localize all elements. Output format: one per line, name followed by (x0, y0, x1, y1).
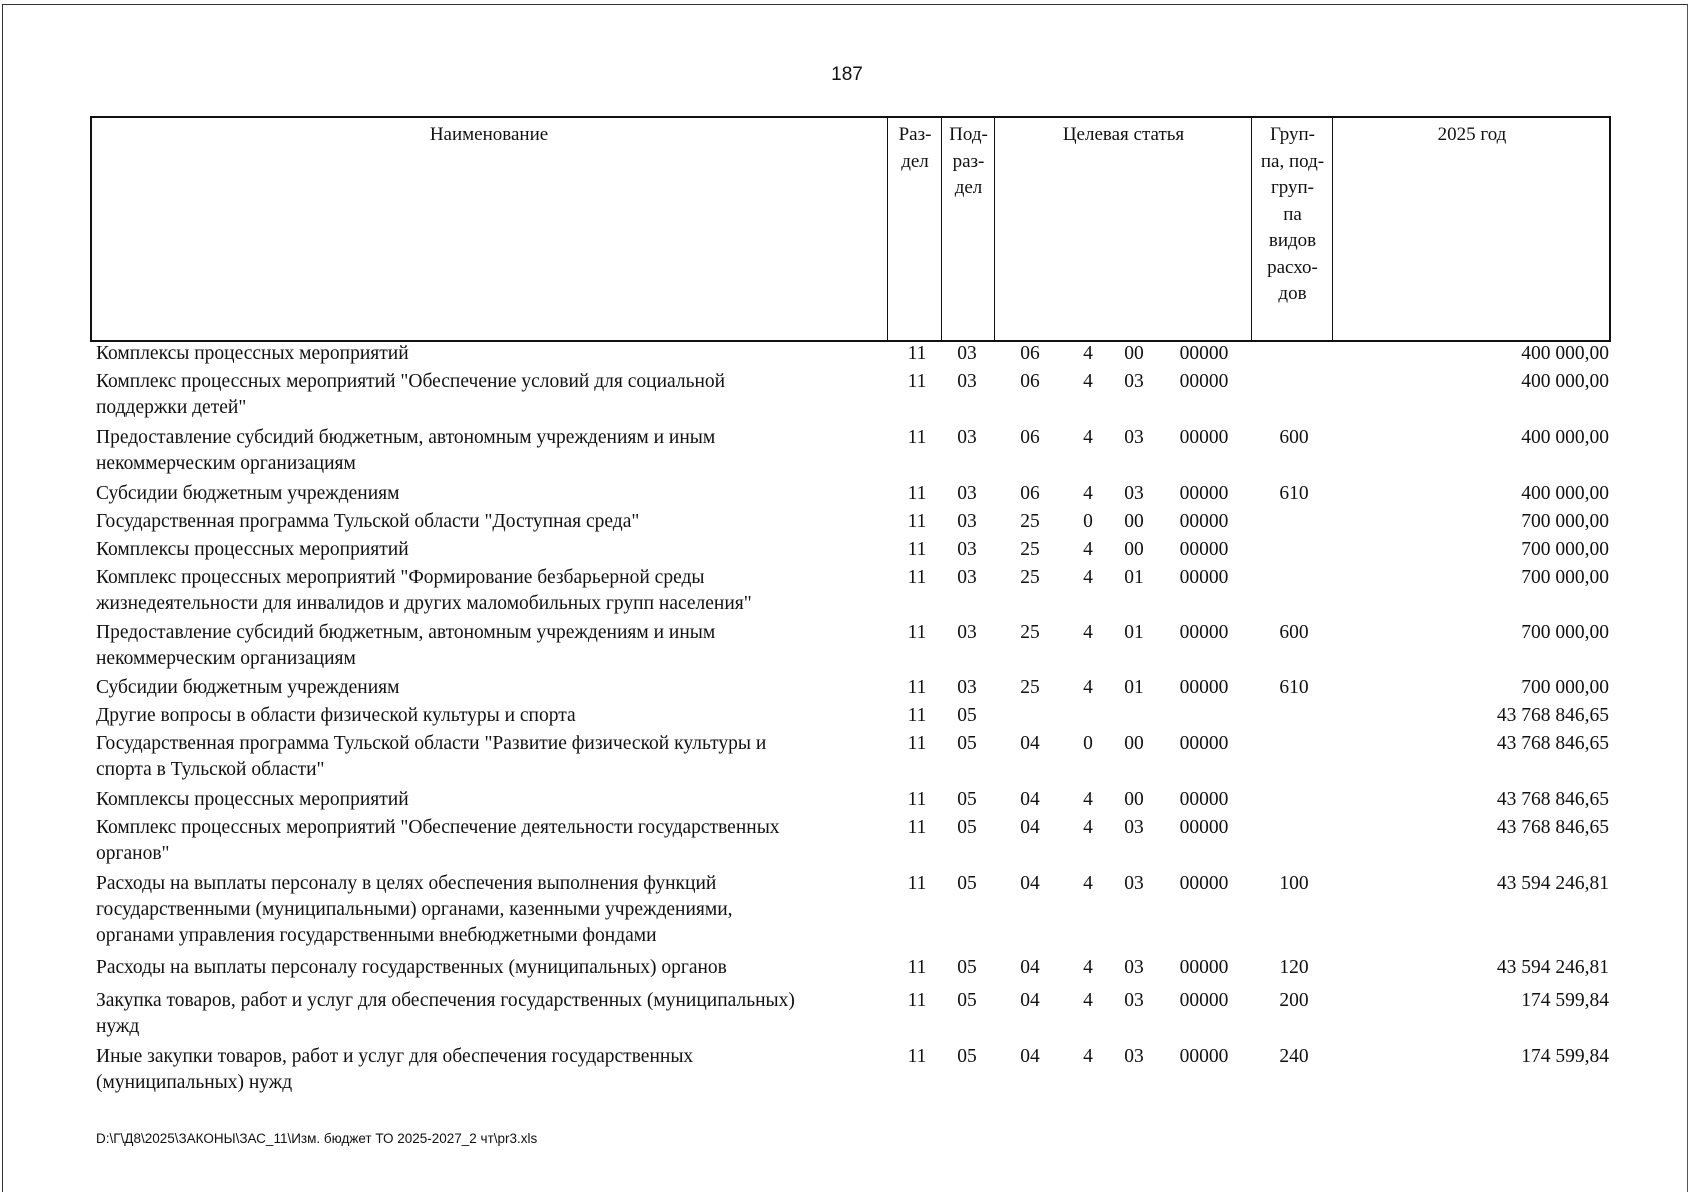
group-cell: 610 (1279, 483, 1309, 504)
target-complex-cell: 03 (1124, 483, 1144, 504)
header-line: Груп- (1269, 124, 1316, 145)
podrazdel-cell: 03 (957, 539, 977, 560)
header-divider (1332, 116, 1333, 342)
razdel-cell: 11 (907, 789, 927, 810)
amount-cell: 43 768 846,65 (1496, 733, 1609, 754)
target-complex-cell: 03 (1124, 817, 1144, 838)
target-code-cell: 00000 (1179, 817, 1229, 838)
target-type-cell: 4 (1083, 483, 1093, 504)
target-code-cell: 00000 (1179, 622, 1229, 643)
target-program-cell: 04 (1020, 957, 1040, 978)
table-header (90, 116, 1611, 342)
header-line: Раз- (898, 124, 932, 145)
name-line: Государственная программа Тульской области "Развитие физической культуры и (96, 733, 767, 754)
podrazdel-cell: 03 (957, 427, 977, 448)
header-line: расхо- (1267, 256, 1318, 278)
podrazdel-cell: 05 (957, 705, 977, 726)
name-cell (96, 369, 876, 421)
group-cell: 600 (1279, 427, 1309, 448)
name-line: Предоставление субсидий бюджетным, автономным учреждениям и иным (96, 622, 716, 643)
name-line: Комплексы процессных мероприятий (96, 539, 409, 560)
target-program-cell: 04 (1020, 817, 1040, 838)
amount-cell: 700 000,00 (1521, 539, 1609, 560)
group-cell: 240 (1279, 1046, 1309, 1067)
name-line: Закупка товаров, работ и услуг для обеспечения государственных (муниципальных) (96, 990, 795, 1011)
target-complex-cell: 03 (1124, 371, 1144, 392)
target-program-cell: 25 (1020, 622, 1040, 643)
name-cell (96, 703, 876, 729)
target-type-cell: 4 (1083, 427, 1093, 448)
name-line: Комплекс процессных мероприятий "Обеспечение условий для социальной (96, 371, 726, 392)
target-complex-cell: 03 (1124, 1046, 1144, 1067)
target-code-cell: 00000 (1179, 990, 1229, 1011)
target-program-cell: 25 (1020, 567, 1040, 588)
podrazdel-cell: 03 (957, 511, 977, 532)
name-cell (96, 675, 876, 701)
target-program-cell: 25 (1020, 677, 1040, 698)
amount-cell: 43 594 246,81 (1496, 873, 1609, 894)
podrazdel-cell: 03 (957, 567, 977, 588)
name-line: жизнедеятельности для инвалидов и других маломобильных групп населения" (96, 593, 752, 614)
target-type-cell: 4 (1083, 789, 1093, 810)
target-code-cell: 00000 (1179, 427, 1229, 448)
target-complex-cell: 01 (1124, 567, 1144, 588)
group-cell: 100 (1279, 873, 1309, 894)
target-type-cell: 4 (1083, 539, 1093, 560)
amount-cell: 700 000,00 (1521, 622, 1609, 643)
amount-cell: 700 000,00 (1521, 567, 1609, 588)
group-cell: 610 (1279, 677, 1309, 698)
razdel-cell: 11 (907, 990, 927, 1011)
target-code-cell: 00000 (1179, 567, 1229, 588)
group-cell: 120 (1279, 957, 1309, 978)
target-complex-cell: 00 (1124, 789, 1144, 810)
podrazdel-cell: 05 (957, 1046, 977, 1067)
name-line: государственными (муниципальными) органами, казенными учреждениями, (96, 899, 733, 920)
razdel-cell: 11 (907, 427, 927, 448)
header-group (1253, 122, 1332, 308)
target-complex-cell: 03 (1124, 873, 1144, 894)
razdel-cell: 11 (907, 705, 927, 726)
header-line: Под- (949, 124, 988, 145)
name-cell (96, 481, 876, 507)
target-code-cell: 00000 (1179, 483, 1229, 504)
target-code-cell: 00000 (1179, 957, 1229, 978)
target-code-cell: 00000 (1179, 789, 1229, 810)
header-podrazdel (943, 122, 994, 202)
name-cell (96, 731, 876, 783)
name-cell (96, 871, 876, 949)
name-cell (96, 509, 876, 535)
name-line: Субсидии бюджетным учреждениям (96, 483, 400, 504)
razdel-cell: 11 (907, 371, 927, 392)
name-line: органов" (96, 843, 170, 864)
amount-cell: 43 768 846,65 (1496, 705, 1609, 726)
name-cell (96, 620, 876, 672)
name-cell (96, 565, 876, 617)
target-complex-cell: 01 (1124, 677, 1144, 698)
name-line: Расходы на выплаты персоналу в целях обеспечения выполнения функций (96, 873, 717, 894)
razdel-cell: 11 (907, 567, 927, 588)
amount-cell: 400 000,00 (1521, 371, 1609, 392)
amount-cell: 43 594 246,81 (1496, 957, 1609, 978)
razdel-cell: 11 (907, 511, 927, 532)
podrazdel-cell: 05 (957, 873, 977, 894)
header-line: па (1283, 203, 1302, 225)
name-line: Предоставление субсидий бюджетным, автономным учреждениям и иным (96, 427, 716, 448)
page-number: 187 (831, 64, 863, 85)
name-line: Другие вопросы в области физической культуры и спорта (96, 705, 576, 726)
name-line: органами управления государственными внебюджетными фондами (96, 925, 657, 946)
target-program-cell: 06 (1020, 371, 1040, 392)
target-type-cell: 0 (1083, 733, 1093, 754)
header-target: Целевая статья (1062, 124, 1185, 145)
name-cell (96, 955, 876, 981)
header-line: раз- (952, 150, 985, 172)
podrazdel-cell: 05 (957, 733, 977, 754)
podrazdel-cell: 03 (957, 343, 977, 364)
name-line: спорта в Тульской области" (96, 759, 325, 780)
podrazdel-cell: 05 (957, 990, 977, 1011)
amount-cell: 174 599,84 (1521, 1046, 1609, 1067)
razdel-cell: 11 (907, 539, 927, 560)
target-code-cell: 00000 (1179, 539, 1229, 560)
target-type-cell: 0 (1083, 511, 1093, 532)
target-program-cell: 25 (1020, 539, 1040, 560)
razdel-cell: 11 (907, 817, 927, 838)
header-divider (887, 116, 888, 342)
target-type-cell: 4 (1083, 567, 1093, 588)
amount-cell: 700 000,00 (1521, 511, 1609, 532)
target-type-cell: 4 (1083, 817, 1093, 838)
podrazdel-cell: 05 (957, 957, 977, 978)
razdel-cell: 11 (907, 957, 927, 978)
podrazdel-cell: 05 (957, 789, 977, 810)
name-cell (96, 537, 876, 563)
target-code-cell: 00000 (1179, 677, 1229, 698)
target-code-cell: 00000 (1179, 511, 1229, 532)
target-complex-cell: 03 (1124, 957, 1144, 978)
podrazdel-cell: 05 (957, 817, 977, 838)
name-line: поддержки детей" (96, 397, 247, 418)
target-program-cell: 04 (1020, 733, 1040, 754)
target-complex-cell: 00 (1124, 511, 1144, 532)
header-line: дел (954, 177, 983, 198)
name-cell (96, 988, 876, 1040)
amount-cell: 400 000,00 (1521, 343, 1609, 364)
target-type-cell: 4 (1083, 990, 1093, 1011)
podrazdel-cell: 03 (957, 677, 977, 698)
target-program-cell: 06 (1020, 427, 1040, 448)
razdel-cell: 11 (907, 343, 927, 364)
amount-cell: 400 000,00 (1521, 427, 1609, 448)
name-line: (муниципальных) нужд (96, 1072, 293, 1093)
header-line: па, под- (1260, 150, 1325, 172)
name-line: некоммерческим организациям (96, 648, 356, 669)
file-path: D:\Г\Д8\2025\ЗАКОНЫ\ЗАС_11\Изм. бюджет ТО 2025-2027_2 чт\pr3.xls (96, 1131, 538, 1146)
name-line: нужд (96, 1016, 140, 1037)
podrazdel-cell: 03 (957, 622, 977, 643)
name-cell (96, 1044, 876, 1096)
target-complex-cell: 03 (1124, 990, 1144, 1011)
name-cell (96, 425, 876, 477)
target-code-cell: 00000 (1179, 873, 1229, 894)
razdel-cell: 11 (907, 677, 927, 698)
target-code-cell: 00000 (1179, 1046, 1229, 1067)
razdel-cell: 11 (907, 733, 927, 754)
target-complex-cell: 03 (1124, 427, 1144, 448)
target-type-cell: 4 (1083, 957, 1093, 978)
header-divider (994, 116, 995, 342)
header-line: видов (1268, 230, 1317, 251)
razdel-cell: 11 (907, 622, 927, 643)
header-line: дов (1278, 283, 1307, 304)
name-cell (96, 815, 876, 867)
name-line: Комплексы процессных мероприятий (96, 343, 409, 364)
target-program-cell: 04 (1020, 789, 1040, 810)
header-year: 2025 год (1437, 124, 1507, 145)
group-cell: 600 (1279, 622, 1309, 643)
header-divider (1251, 116, 1252, 342)
razdel-cell: 11 (907, 483, 927, 504)
name-line: Субсидии бюджетным учреждениям (96, 677, 400, 698)
group-cell: 200 (1279, 990, 1309, 1011)
name-cell (96, 787, 876, 813)
header-divider (941, 116, 942, 342)
razdel-cell: 11 (907, 873, 927, 894)
target-code-cell: 00000 (1179, 343, 1229, 364)
target-complex-cell: 00 (1124, 539, 1144, 560)
header-razdel (889, 122, 941, 175)
amount-cell: 43 768 846,65 (1496, 789, 1609, 810)
target-program-cell: 04 (1020, 990, 1040, 1011)
target-type-cell: 4 (1083, 622, 1093, 643)
name-cell (96, 341, 876, 367)
target-type-cell: 4 (1083, 343, 1093, 364)
name-line: Расходы на выплаты персоналу государственных (муниципальных) органов (96, 957, 727, 978)
podrazdel-cell: 03 (957, 483, 977, 504)
name-line: Комплекс процессных мероприятий "Обеспечение деятельности государственных (96, 817, 780, 838)
target-program-cell: 04 (1020, 873, 1040, 894)
target-type-cell: 4 (1083, 371, 1093, 392)
target-program-cell: 04 (1020, 1046, 1040, 1067)
header-line: дел (901, 150, 929, 172)
razdel-cell: 11 (907, 1046, 927, 1067)
amount-cell: 400 000,00 (1521, 483, 1609, 504)
target-program-cell: 06 (1020, 343, 1040, 364)
name-line: Государственная программа Тульской области "Доступная среда" (96, 511, 640, 532)
target-type-cell: 4 (1083, 873, 1093, 894)
amount-cell: 43 768 846,65 (1496, 817, 1609, 838)
header-name: Наименование (429, 124, 549, 145)
target-type-cell: 4 (1083, 677, 1093, 698)
target-complex-cell: 00 (1124, 343, 1144, 364)
name-line: некоммерческим организациям (96, 453, 356, 474)
name-line: Комплексы процессных мероприятий (96, 789, 409, 810)
name-line: Иные закупки товаров, работ и услуг для обеспечения государственных (96, 1046, 694, 1067)
header-line: груп- (1270, 177, 1315, 198)
amount-cell: 700 000,00 (1521, 677, 1609, 698)
target-complex-cell: 01 (1124, 622, 1144, 643)
amount-cell: 174 599,84 (1521, 990, 1609, 1011)
target-code-cell: 00000 (1179, 371, 1229, 392)
name-line: Комплекс процессных мероприятий "Формирование безбарьерной среды (96, 567, 705, 588)
target-code-cell: 00000 (1179, 733, 1229, 754)
target-program-cell: 25 (1020, 511, 1040, 532)
target-program-cell: 06 (1020, 483, 1040, 504)
target-type-cell: 4 (1083, 1046, 1093, 1067)
podrazdel-cell: 03 (957, 371, 977, 392)
target-complex-cell: 00 (1124, 733, 1144, 754)
